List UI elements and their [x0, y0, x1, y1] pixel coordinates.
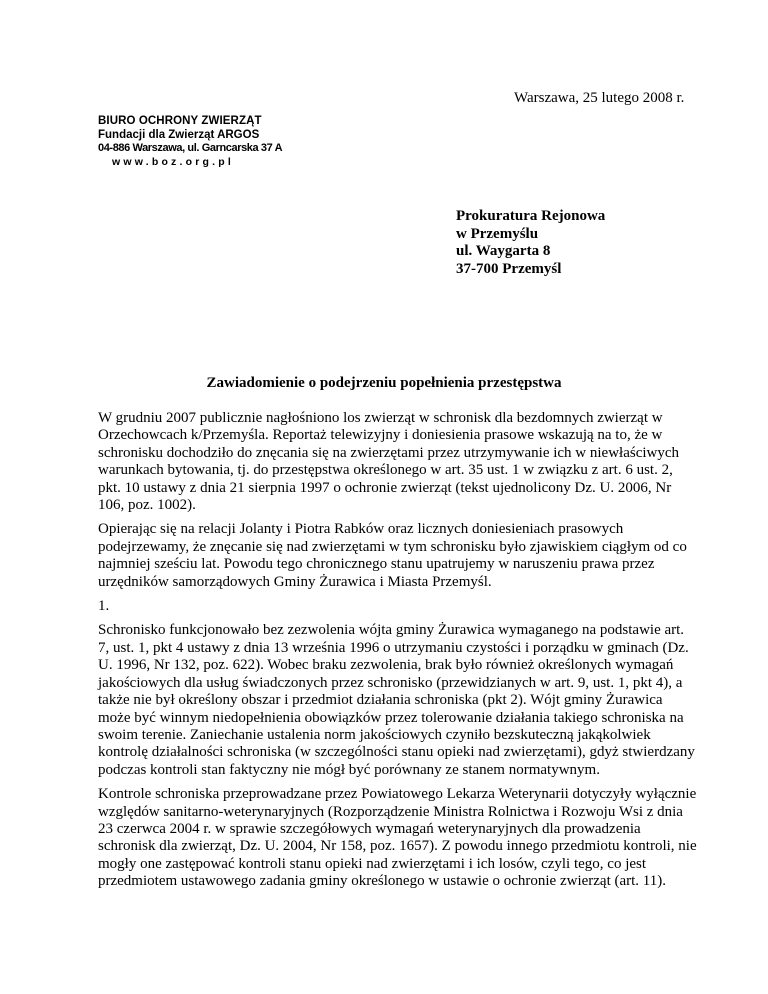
- section-number: 1.: [98, 598, 110, 615]
- document-title: Zawiadomienie o podejrzeniu popełnienia przestępstwa: [206, 375, 562, 391]
- recipient-line-1: Prokuratura Rejonowa: [456, 208, 606, 224]
- paragraph-permit: Schronisko funkcjonowało bez zezwolenia wójta gminy Żurawica wymaganego na podstawie art. 7, ust. 1, pkt 4 ustawy z dnia 13 września 1996 o utrzymaniu czystości i porządku w gminach (Dz. U. 1996, Nr 132, poz. 622). Wobec braku zezwolenia, brak było również określonych wymagań jakościowych dla usług świadczonych przez schronisko (przewidzianych w art. 9, ust. 1, pkt 4), a także nie był określony obszar i przedmiot działania schroniska (pkt 2). Wójt gminy Żurawica może być winnym niedopełnienia obowiązków przez tolerowanie działania takiego schroniska na swoim terenie. Zaniechanie ustalenia norm jakościowych czyniło bezskuteczną jakąkolwiek kontrolę działalności schroniska (w szczególności stanu opieki nad zwierzętami), gdyż stwierdzany podczas kontroli stan faktyczny nie mógł być porównany ze stanem normatywnym.: [98, 622, 695, 778]
- recipient-address: [456, 208, 605, 278]
- document-body: [98, 410, 698, 898]
- recipient-line-4: 37-700 Przemyśl: [456, 260, 562, 277]
- paragraph-inspections: Kontrole schroniska przeprowadzane przez Powiatowego Lekarza Weterynarii dotyczyły wyłącznie względów sanitarno-weterynaryjnych (Rozporządzenie Ministra Rolnictwa i Rozwoju Wsi z dnia 23 czerwca 2004 r. w sprawie szczegółowych wymagań weterynaryjnych dla prowadzenia schronisk dla zwierząt, Dz. U. 2004, Nr 158, poz. 1657). Z powodu innego przedmiotu kontroli, nie mogły one zastępować kontroli stanu opieki nad zwierzętami i ich losów, czyli tego, co jest przedmiotem ustawowego zadania gminy określonego w ustawie o ochronie zwierząt (art. 11).: [98, 786, 697, 890]
- date-line: Warszawa, 25 lutego 2008 r.: [514, 90, 685, 106]
- organization-logo: [98, 115, 282, 169]
- logo-line-1: BIURO OCHRONY ZWIERZĄT: [98, 115, 262, 127]
- paragraph-allegation: Opierając się na relacji Jolanty i Piotra Rabków oraz licznych doniesieniach prasowych podejrzewamy, że znęcanie się nad zwierzętami w tym schronisku było zjawiskiem ciągłym od co najmniej sześciu lat. Powodu tego chronicznego stanu upatrujemy w naruszeniu prawa przez urzędników samorządowych Gminy Żurawica i Miasta Przemyśl.: [98, 521, 687, 590]
- logo-line-2: Fundacji dla Zwierząt ARGOS: [98, 128, 260, 141]
- paragraph-intro: W grudniu 2007 publicznie nagłośniono los zwierząt w schronisk dla bezdomnych zwierząt w Orzechowcach k/Przemyśla. Reportaż telewizyjny i doniesienia prasowe wskazują na to, że w schronisku dochodziło do znęcania się na zwierzętami przez utrzymywanie ich w niewłaściwych warunkach bytowania, tj. do przestępstwa określonego w art. 35 ust. 1 w związku z art. 6 ust. 2, pkt. 10 ustawy z dnia 21 sierpnia 1997 o ochronie zwierząt (tekst ujednolicony Dz. U. 2006, Nr 106, poz. 1002).: [98, 410, 680, 514]
- recipient-line-2: w Przemyślu: [456, 225, 539, 242]
- logo-website: www.boz.org.pl: [112, 155, 234, 168]
- recipient-line-3: ul. Waygarta 8: [456, 243, 551, 259]
- logo-line-3: 04-886 Warszawa, ul. Garncarska 37 A: [98, 142, 283, 154]
